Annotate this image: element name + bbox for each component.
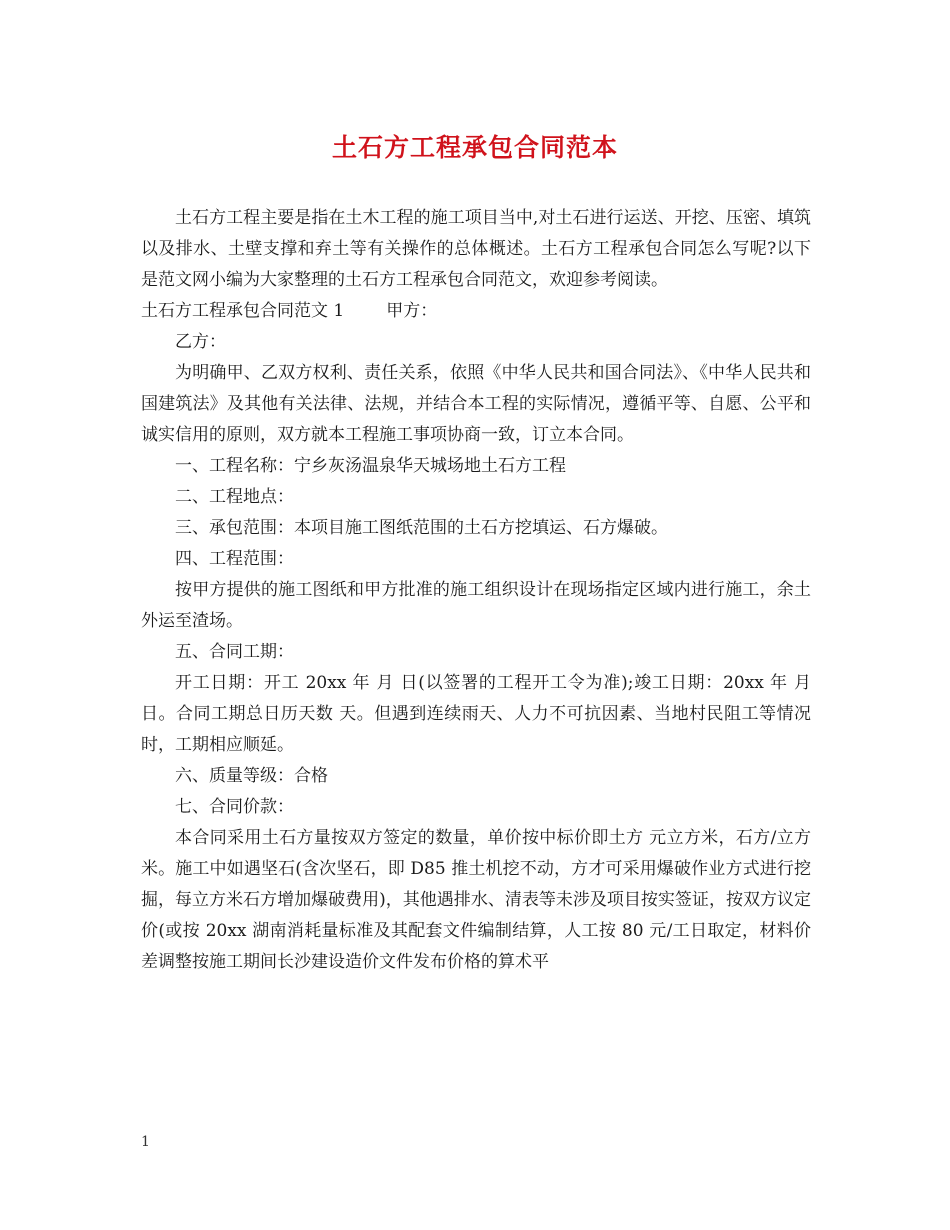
clause-project-name: 一、工程名称：宁乡灰汤温泉华天城场地土石方工程 (175, 456, 566, 476)
party-b-line: 乙方： (175, 332, 226, 352)
document-body (141, 203, 811, 978)
clause-contract-price: 七、合同价款： (175, 797, 294, 817)
page-number: 1 (141, 1134, 150, 1150)
contract-period-detail: 开工日期：开工 20xx 年 月 日(以签署的工程开工令为准);竣工日期：20xx 年 月 日。合同工期总日历天数 天。但遇到连续雨天、人力不可抗因素、当地村民阻工等情况时，工期相应顺延。 (141, 673, 811, 755)
clause-project-location: 二、工程地点： (175, 487, 294, 507)
clause-project-range: 四、工程范围： (175, 549, 294, 569)
preamble-paragraph: 为明确甲、乙双方权利、责任关系，依照《中华人民共和国合同法》、《中华人民共和国建筑法》及其他有关法律、法规，并结合本工程的实际情况，遵循平等、自愿、公平和诚实信用的原则，双方就本工程施工事项协商一致，订立本合同。 (141, 363, 811, 445)
sample-heading-line (141, 296, 811, 327)
sample-heading-label: 土石方工程承包合同范文 1 (141, 301, 345, 321)
document-title: 土石方工程承包合同范本 (331, 133, 618, 162)
clause-quality-grade: 六、质量等级：合格 (175, 766, 328, 786)
project-range-detail: 按甲方提供的施工图纸和甲方批准的施工组织设计在现场指定区域内进行施工，余土外运至渣场。 (141, 580, 811, 631)
clause-contract-scope: 三、承包范围：本项目施工图纸范围的土石方挖填运、石方爆破。 (175, 518, 668, 538)
contract-price-detail: 本合同采用土石方量按双方签定的数量，单价按中标价即土方 元立方米，石方/立方米。施工中如遇坚石(含次坚石，即 D85 推土机挖不动，方才可采用爆破作业方式进行挖掘，每立方米石方增加爆破费用)，其他遇排水、清表等未涉及项目按实签证，按双方议定价(或按 20xx 湖南消耗量标准及其配套文件编制结算，人工按 80 元/工日取定，材料价差调整按施工期间长沙建设造价文件发布价格的算术平 (141, 828, 811, 972)
intro-paragraph: 土石方工程主要是指在土木工程的施工项目当中,对土石进行运送、开挖、压密、填筑以及排水、土壁支撑和弃土等有关操作的总体概述。土石方工程承包合同怎么写呢?以下是范文网小编为大家整理的土石方工程承包合同范文，欢迎参考阅读。 (141, 208, 811, 290)
clause-contract-period: 五、合同工期： (175, 642, 294, 662)
party-a-label: 甲方： (386, 301, 438, 321)
